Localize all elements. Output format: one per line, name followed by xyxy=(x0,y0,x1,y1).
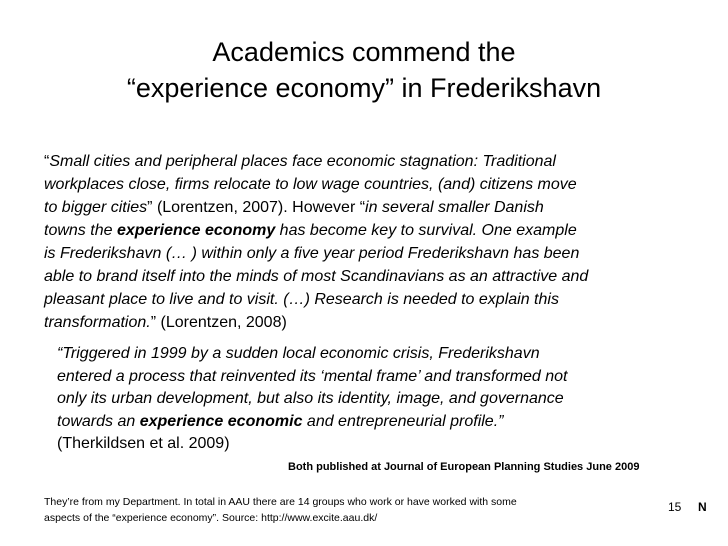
quote1-line-2: workplaces close, firms relocate to low wage countries, (and) citizens move xyxy=(44,176,577,193)
quote1-text: Small cities and peripheral places face economic stagnation: Traditional xyxy=(49,153,556,170)
quote1-text: to bigger cities xyxy=(44,199,148,216)
lorentzen-quote xyxy=(44,150,684,334)
title-line-1: Academics commend the xyxy=(212,37,516,67)
slide-title xyxy=(0,34,728,106)
quote1-line-4 xyxy=(44,219,684,242)
quote1-line-6: able to brand itself into the minds of most Scandinavians as an attractive and xyxy=(44,268,589,285)
quote1-line-7: pleasant place to live and to visit. (…) Research is needed to explain this xyxy=(44,291,559,308)
quote2-line-4 xyxy=(57,411,697,434)
published-note: Both published at Journal of European Planning Studies June 2009 xyxy=(288,461,640,473)
quote1-text: transformation. xyxy=(44,314,151,331)
quote2-citation: (Therkildsen et al. 2009) xyxy=(57,435,230,452)
quote1-line-3 xyxy=(44,196,684,219)
quote2-text: towards an xyxy=(57,412,140,430)
quote1-text: towns the xyxy=(44,222,117,239)
quote1-line-5: is Frederikshavn (… ) within only a five year period Frederikshavn has been xyxy=(44,245,580,262)
citation-text: ” (Lorentzen, 2007). However “ xyxy=(147,199,366,216)
quote1-text: has become key to survival. One example xyxy=(275,222,577,239)
quote2-line-1: “Triggered in 1999 by a sudden local economic crisis, Frederikshavn xyxy=(57,345,540,362)
citation-text: ” (Lorentzen, 2008) xyxy=(150,314,287,331)
footer-line-1: They’re from my Department. In total in AAU there are 14 groups who work or have worked with some xyxy=(44,496,517,508)
quote2-line-3: only its urban development, but also its identity, image, and governance xyxy=(57,390,564,407)
quote1-line-8 xyxy=(44,311,684,334)
therkildsen-quote xyxy=(57,343,697,456)
footer-note xyxy=(44,494,624,526)
emphasis-experience-economic: experience economic xyxy=(139,412,303,430)
quote1-text: in several smaller Danish xyxy=(365,199,544,216)
quote1-line-1 xyxy=(44,150,684,173)
footer-line-2: aspects of the “experience economy”. Source: http://www.excite.aau.dk/ xyxy=(44,512,378,524)
quote2-text: and entrepreneurial profile.” xyxy=(302,412,504,430)
corner-mark: N xyxy=(698,500,707,514)
emphasis-experience-economy: experience economy xyxy=(116,222,276,239)
quote2-line-2: entered a process that reinvented its ‘mental frame’ and transformed not xyxy=(57,367,568,385)
page-number: 15 xyxy=(668,500,682,514)
open-quote: “ xyxy=(44,153,50,170)
title-line-2: “experience economy” in Frederikshavn xyxy=(126,73,602,103)
